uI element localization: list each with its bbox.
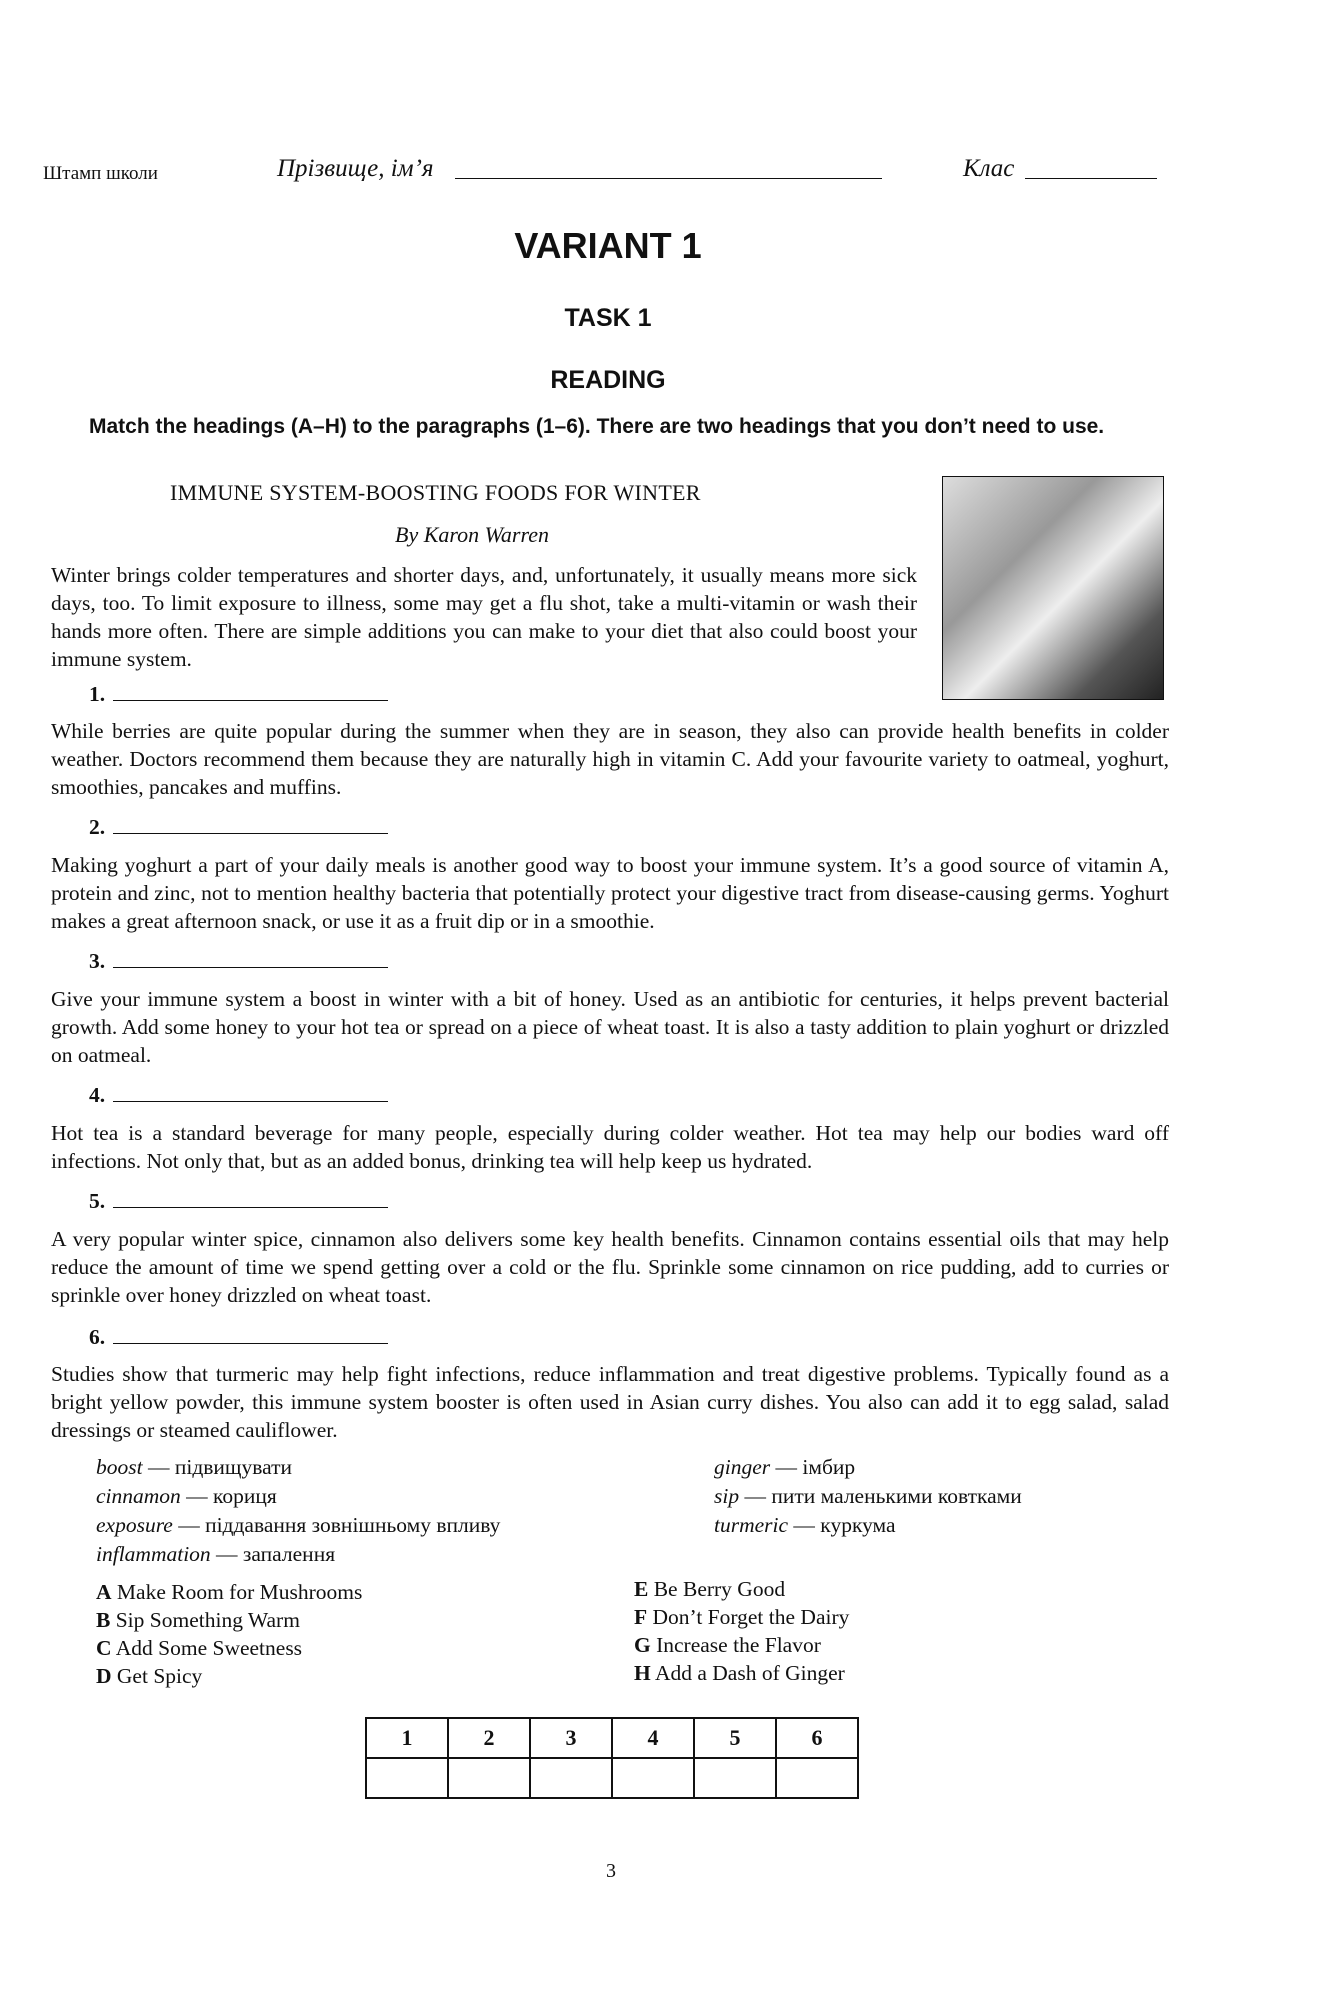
task-title: TASK 1 xyxy=(564,304,652,332)
answer-cell[interactable] xyxy=(366,1758,448,1798)
column-header: 1 xyxy=(366,1718,448,1758)
variant-title: VARIANT 1 xyxy=(514,225,702,266)
article-title: IMMUNE SYSTEM-BOOSTING FOODS FOR WINTER xyxy=(170,480,701,505)
paragraph-number: 5. xyxy=(89,1189,106,1213)
paragraph-number: 2. xyxy=(89,815,106,839)
answer-table xyxy=(365,1717,859,1799)
glossary-entry: turmeric — куркума xyxy=(714,1513,896,1537)
column-header: 4 xyxy=(612,1718,694,1758)
article-byline: By Karon Warren xyxy=(395,522,549,547)
paragraph-5-answer[interactable] xyxy=(89,1189,388,1214)
paragraph-3: Give your immune system a boost in winter with a bit of honey. Used as an antibiotic for centuries, it helps prevent bacterial growth. Add some honey to your hot tea or spread on a piece of wheat toast. It is also a tasty addition to plain yoghurt or drizzled on oatmeal. xyxy=(51,987,1169,1067)
answer-cell[interactable] xyxy=(530,1758,612,1798)
heading-option: D Get Spicy xyxy=(96,1664,203,1688)
heading-option: G Increase the Flavor xyxy=(634,1633,821,1657)
glossary-entry: inflammation — запалення xyxy=(96,1542,336,1566)
paragraph-number: 4. xyxy=(89,1083,106,1107)
heading-option: C Add Some Sweetness xyxy=(96,1636,303,1660)
instruction: Match the headings (A–H) to the paragraphs (1–6). There are two headings that you don’t need to use. xyxy=(89,415,1105,438)
paragraph-4: Hot tea is a standard beverage for many people, especially during colder weather. Hot tea may help our bodies ward off infections. Not only that, but as an added bonus, drinking tea will help keep us hydrated. xyxy=(51,1121,1169,1173)
answer-table-header xyxy=(366,1718,858,1758)
paragraph-3-answer[interactable] xyxy=(89,949,388,974)
class-label: Клас xyxy=(963,155,1015,182)
glossary-entry: exposure — піддавання зовнішньому впливу xyxy=(96,1513,501,1537)
answer-cell[interactable] xyxy=(776,1758,858,1798)
class-field[interactable] xyxy=(1025,178,1157,179)
glossary-entry: ginger — імбир xyxy=(714,1455,856,1479)
glossary-entry: boost — підвищувати xyxy=(96,1455,292,1479)
name-field[interactable] xyxy=(455,178,882,179)
page-number: 3 xyxy=(606,1860,616,1882)
heading-option: F Don’t Forget the Dairy xyxy=(634,1605,850,1629)
paragraph-6-answer[interactable] xyxy=(89,1325,388,1350)
heading-option: E Be Berry Good xyxy=(634,1577,786,1601)
school-stamp-label: Штамп школи xyxy=(43,163,158,184)
paragraph-1-answer[interactable] xyxy=(89,682,388,707)
column-header: 5 xyxy=(694,1718,776,1758)
glossary-entry: sip — пити маленькими ковтками xyxy=(714,1484,1022,1508)
glossary-left xyxy=(96,1453,500,1569)
paragraph-number: 1. xyxy=(89,682,106,706)
answer-row xyxy=(366,1758,858,1798)
column-header: 6 xyxy=(776,1718,858,1758)
glossary-right xyxy=(714,1453,1022,1540)
paragraph-6: Studies show that turmeric may help fight infections, reduce inflammation and treat digestive problems. Typically found as a bright yellow powder, this immune system booster is often used in Asian curry dishes. You also can add it to egg salad, salad dressings or steamed cauliflower. xyxy=(51,1362,1169,1442)
paragraph-number: 3. xyxy=(89,949,106,973)
name-label: Прізвище, ім’я xyxy=(277,155,434,182)
article-intro: Winter brings colder temperatures and shorter days, and, unfortunately, it usually means more sick days, too. To limit exposure to illness, some may get a flu shot, take a multi-vitamin or wash their hands more often. There are simple additions you can make to your diet that also could boost your immune system. xyxy=(51,563,917,671)
heading-option: B Sip Something Warm xyxy=(96,1608,300,1632)
heading-option: H Add a Dash of Ginger xyxy=(634,1661,845,1685)
headings-left xyxy=(96,1578,362,1690)
paragraph-number: 6. xyxy=(89,1325,106,1349)
section-title: READING xyxy=(550,366,666,394)
headings-right xyxy=(634,1575,849,1687)
paragraph-1: While berries are quite popular during the summer when they are in season, they also can provide health benefits in colder weather. Doctors recommend them because they are naturally high in vitamin C. Add your favourite variety to oatmeal, yoghurt, smoothies, pancakes and muffins. xyxy=(51,719,1169,799)
answer-cell[interactable] xyxy=(612,1758,694,1798)
article-photo xyxy=(942,476,1164,700)
paragraph-2: Making yoghurt a part of your daily meals is another good way to boost your immune system. It’s a good source of vitamin A, protein and zinc, not to mention healthy bacteria that potentially protect your digestive tract from disease-causing germs. Yoghurt makes a great afternoon snack, or use it as a fruit dip or in a smoothie. xyxy=(51,853,1169,933)
column-header: 3 xyxy=(530,1718,612,1758)
heading-option: A Make Room for Mushrooms xyxy=(96,1580,363,1604)
answer-cell[interactable] xyxy=(694,1758,776,1798)
paragraph-2-answer[interactable] xyxy=(89,815,388,840)
column-header: 2 xyxy=(448,1718,530,1758)
paragraph-5: A very popular winter spice, cinnamon also delivers some key health benefits. Cinnamon contains essential oils that may help reduce the amount of time we spend getting over a cold or the flu. Sprinkle some cinnamon on rice pudding, add to curries or sprinkle over honey drizzled on wheat toast. xyxy=(51,1227,1169,1307)
answer-cell[interactable] xyxy=(448,1758,530,1798)
glossary-entry: cinnamon — кориця xyxy=(96,1484,277,1508)
paragraph-4-answer[interactable] xyxy=(89,1083,388,1108)
